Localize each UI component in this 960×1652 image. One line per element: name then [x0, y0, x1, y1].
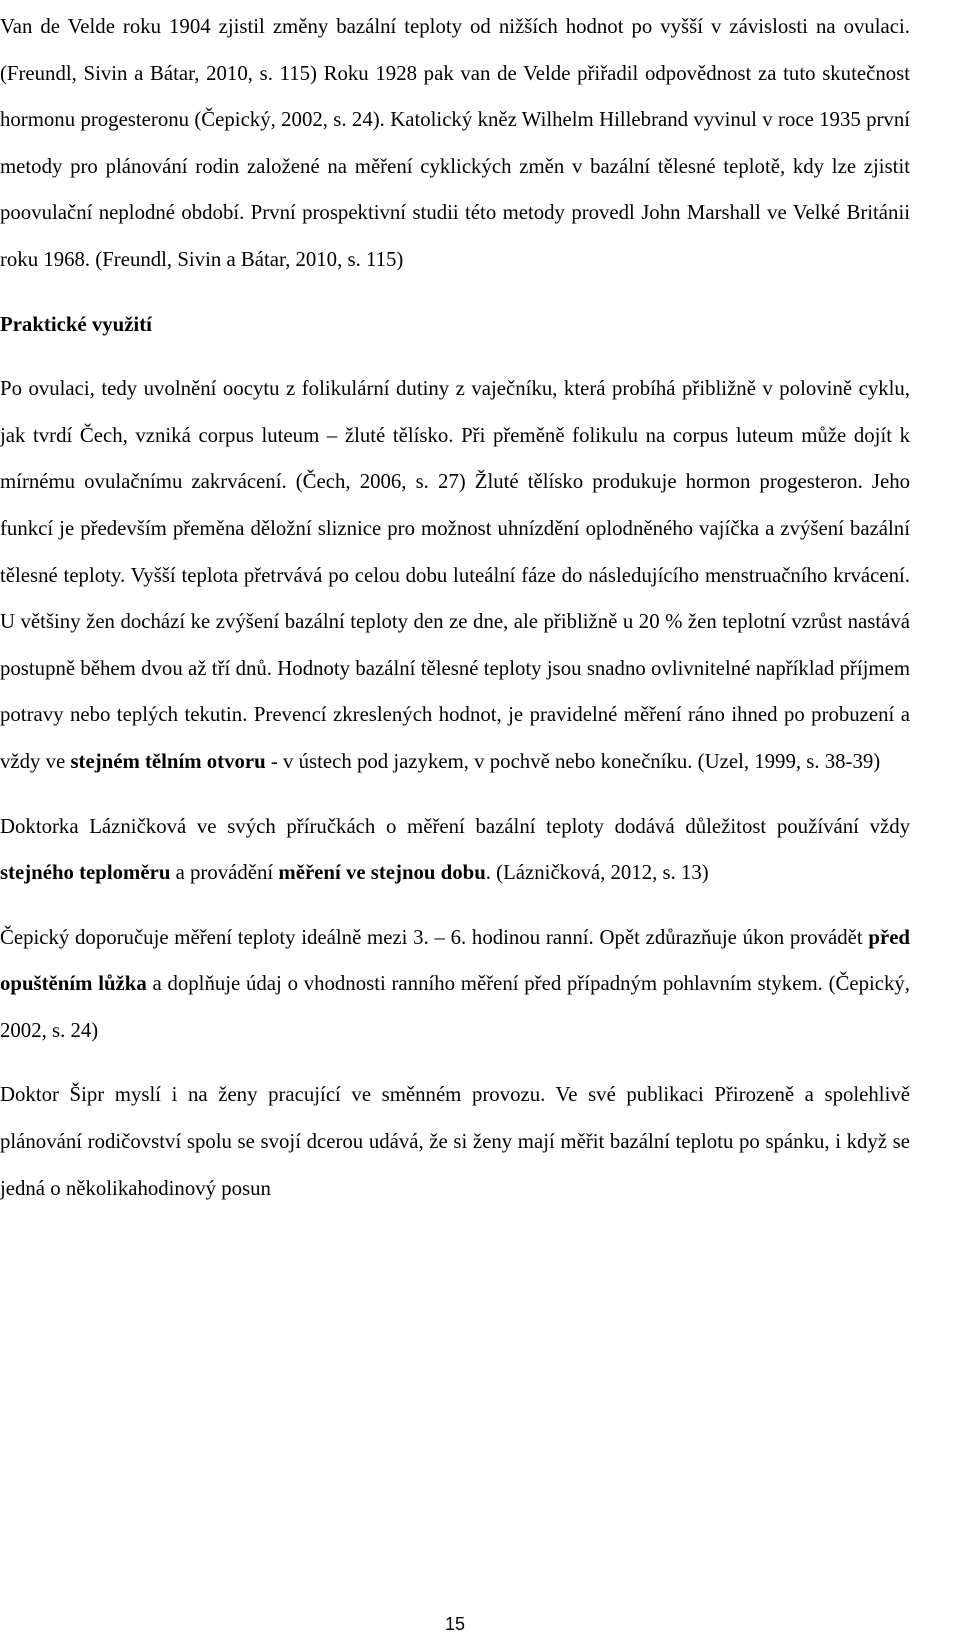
section-heading: Praktické využití	[0, 312, 152, 336]
text-run: Po ovulaci, tedy uvolnění oocytu z folikulární dutiny z vaječníku, která probíhá přibližně v polovině cyklu, jak tvrdí Čech, vzniká corpus luteum – žluté tělísko. Při přeměně folikulu na corpus luteum může dojít k mírnému ovulačnímu zakrvácení. (Čech, 2006, s. 27) Žluté tělísko produkuje hormon progesteron. Jeho funkcí je především přeměna děložní sliznice pro možnost uhnízdění oplodněného vajíčka a zvýšení bazální tělesné teploty. Vyšší teplota přetrvává po celou dobu luteální fáze do následujícího menstruačního krvácení. U většiny žen dochází ke zvýšení bazální teploty den ze dne, ale přibližně u 20 % žen teplotní vzrůst nastává postupně během dvou až tří dnů. Hodnoty bazální tělesné teploty jsou snadno ovlivnitelné například příjmem potravy nebo teplých tekutin. Prevencí zkreslených hodnot, je pravidelné měření ráno ihned po probuzení a vždy ve	[0, 377, 910, 773]
text-run: Čepický doporučuje měření teploty ideálně mezi 3. – 6. hodinou ranní. Opět zdůrazňuje úkon provádět	[0, 925, 869, 949]
bold-text: stejného teploměru	[0, 861, 171, 885]
text-run: . (Lázničková, 2012, s. 13)	[485, 861, 709, 885]
bold-text: před opuštěním lůžka	[0, 925, 910, 996]
text-run: a provádění	[170, 861, 279, 885]
page-number: 15	[444, 1614, 466, 1634]
text-run: a doplňuje údaj o vhodnosti ranního měření před případným pohlavním stykem. (Čepický, 2002, s. 24)	[0, 972, 910, 1042]
paragraph-history: Van de Velde roku 1904 zjistil změny bazální teploty od nižších hodnot po vyšší v závislosti na ovulaci. (Freundl, Sivin a Bátar, 2010, s. 115) Roku 1928 pak van de Velde přiřadil odpovědnost za tuto skutečnost hormonu progesteronu (Čepický, 2002, s. 24). Katolický kněz Wilhelm Hillebrand vyvinul v roce 1935 první metody pro plánování rodin založené na měření cyklických změn v bazální tělesné teplotě, kdy lze zjistit poovulační neplodné období. První prospektivní studii této metody provedl John Marshall ve Velké Británii roku 1968. (Freundl, Sivin a Bátar, 2010, s. 115)	[0, 15, 910, 271]
text-run: Doktorka Lázničková ve svých příručkách o měření bazální teploty dodává důležitost používání vždy	[0, 814, 910, 838]
paragraph-laznickova	[0, 804, 910, 897]
text-run: - v ústech pod jazykem, v pochvě nebo konečníku. (Uzel, 1999, s. 38-39)	[265, 749, 881, 773]
bold-text: stejném tělním otvoru	[70, 749, 266, 773]
paragraph-sipr: Doktor Šipr myslí i na ženy pracující ve směnném provozu. Ve své publikaci Přirozeně a spolehlivě plánování rodičovství spolu se svojí dcerou udává, že si ženy mají měřit bazální teplotu po spánku, i když se jedná o několikahodinový posun	[0, 1083, 910, 1200]
document-body	[0, 4, 910, 1212]
paragraph-practical-use	[0, 366, 910, 785]
paragraph-cepicky	[0, 915, 910, 1055]
bold-text: měření ve stejnou dobu	[278, 861, 486, 885]
